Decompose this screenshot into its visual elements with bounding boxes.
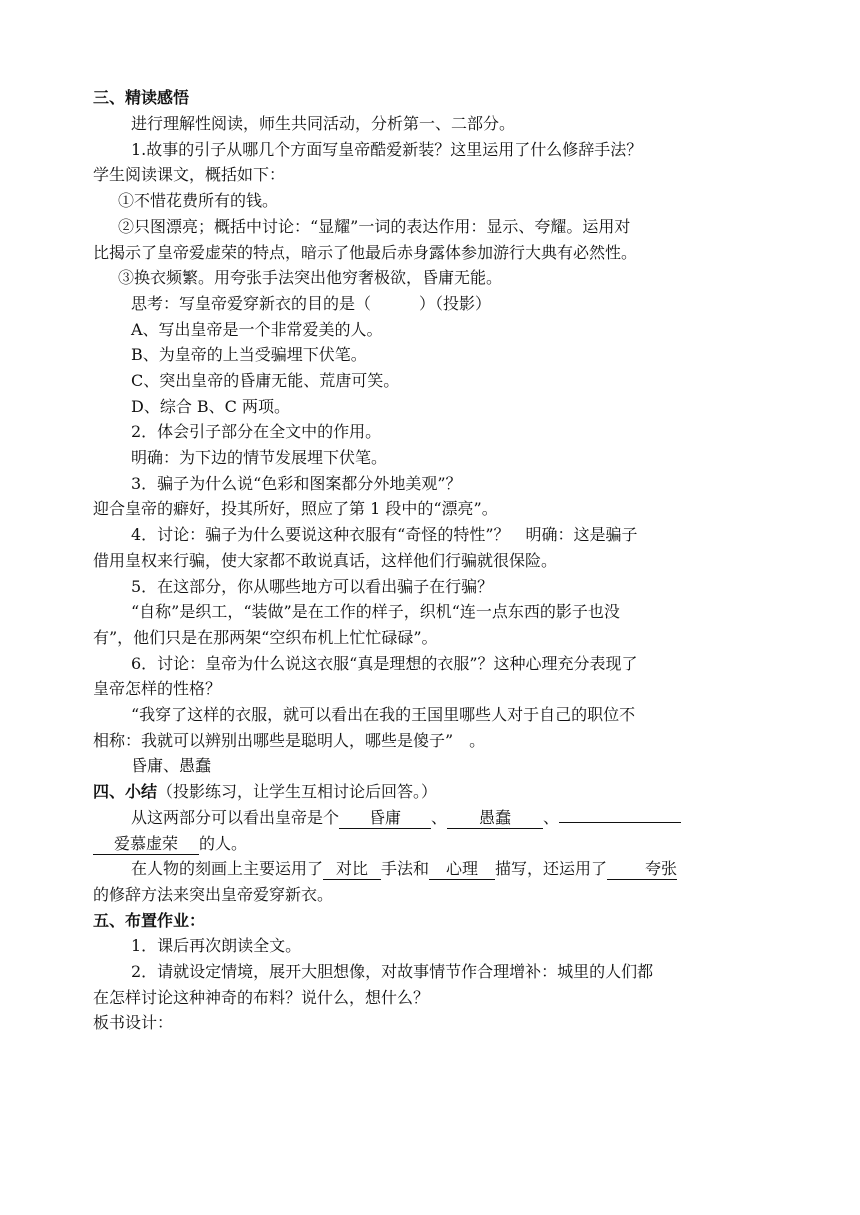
text: 从这两部分可以看出皇帝是个 [131, 808, 340, 827]
quote-line: 相称：我就可以辨别出哪些是聪明人，哪些是傻子” 。 [93, 731, 486, 750]
heading-note: （投影练习，让学生互相讨论后回答。） [157, 782, 438, 801]
question-2: 2．体会引子部分在全文中的作用。 [131, 422, 382, 441]
answer-blank: 心理 [429, 859, 495, 880]
answer-item-2: ②只图漂亮；概括中讨论：“显耀”一词的表达作用：显示、夸耀。运用对 [118, 217, 631, 236]
answer-blank: 爱慕虚荣 [93, 834, 199, 855]
summary-line-2 [93, 832, 247, 856]
summary-line-1 [131, 806, 681, 830]
answer-blank [559, 822, 681, 823]
text: 的人。 [199, 834, 248, 853]
text: 手法和 [381, 859, 430, 878]
answer-blank: 夸张 [607, 859, 677, 880]
paragraph-line: 在怎样讨论这种神奇的布料？说什么，想什么？ [93, 988, 430, 1007]
quote-line: “我穿了这样的衣服，就可以看出在我的王国里哪些人对于自己的职位不 [131, 705, 636, 724]
answer-6: 昏庸、愚蠢 [131, 756, 212, 775]
paragraph-line: 有”，他们只是在那两架“空织布机上忙忙碌碌”。 [93, 628, 438, 647]
section-heading-5: 五、布置作业： [93, 911, 206, 930]
question-3: 3．骗子为什么说“色彩和图案都分外地美观”？ [131, 474, 462, 493]
summary-line-4: 的修辞方法来突出皇帝爱穿新衣。 [93, 885, 334, 904]
answer-item-1: ①不惜花费所有的钱。 [118, 191, 279, 210]
option-d: D、综合 B、C 两项。 [131, 397, 291, 416]
answer-2: 明确：为下边的情节发展埋下伏笔。 [131, 448, 388, 467]
paragraph-line: 比揭示了皇帝爱虚荣的特点，暗示了他最后赤身露体参加游行大典有必然性。 [93, 243, 638, 262]
paragraph-line: 进行理解性阅读，师生共同活动，分析第一、二部分。 [131, 114, 516, 133]
answer-item-3: ③换衣频繁。用夸张手法突出他穷奢极欲，昏庸无能。 [118, 268, 503, 287]
think-question: 思考：写皇帝爱穿新衣的目的是（ ）（投影） [131, 294, 492, 313]
question-4: 4．讨论：骗子为什么要说这种衣服有“奇怪的特性”？ 明确：这是骗子 [131, 525, 638, 544]
paragraph-line: 学生阅读课文，概括如下： [93, 165, 286, 184]
paragraph-line: 借用皇权来行骗，使大家都不敢说真话，这样他们行骗就很保险。 [93, 551, 558, 570]
board-design-label: 板书设计： [93, 1013, 174, 1032]
text: 在人物的刻画上主要运用了 [131, 859, 324, 878]
text: 描写，还运用了 [495, 859, 608, 878]
homework-2: 2．请就设定情境，展开大胆想像，对故事情节作合理增补：城里的人们都 [131, 962, 654, 981]
section-heading-4-line [93, 780, 437, 804]
answer-5: “自称”是织工，“装做”是在工作的样子，织机“连一点东西的影子也没 [131, 602, 620, 621]
text: 、 [431, 808, 448, 827]
option-c: C、突出皇帝的昏庸无能、荒唐可笑。 [131, 371, 400, 390]
text: 、 [543, 808, 560, 827]
section-heading-3: 三、精读感悟 [93, 88, 190, 107]
question-5: 5．在这部分，你从哪些地方可以看出骗子在行骗？ [131, 577, 494, 596]
option-b: B、为皇帝的上当受骗埋下伏笔。 [131, 345, 367, 364]
option-a: A、写出皇帝是一个非常爱美的人。 [131, 320, 383, 339]
answer-blank: 昏庸 [339, 808, 431, 829]
paragraph-line: 皇帝怎样的性格？ [93, 679, 222, 698]
homework-1: 1．课后再次朗读全文。 [131, 936, 302, 955]
summary-line-3 [131, 857, 677, 881]
question-1: 1.故事的引子从哪几个方面写皇帝酷爱新装？这里运用了什么修辞手法？ [131, 140, 643, 159]
answer-blank: 愚蠢 [447, 808, 543, 829]
answer-3: 迎合皇帝的癖好，投其所好，照应了第 1 段中的“漂亮”。 [93, 499, 498, 518]
answer-blank: 对比 [323, 859, 381, 880]
question-6: 6．讨论：皇帝为什么说这衣服“真是理想的衣服”？这种心理充分表现了 [131, 654, 638, 673]
section-heading-4: 四、小结 [93, 782, 158, 801]
